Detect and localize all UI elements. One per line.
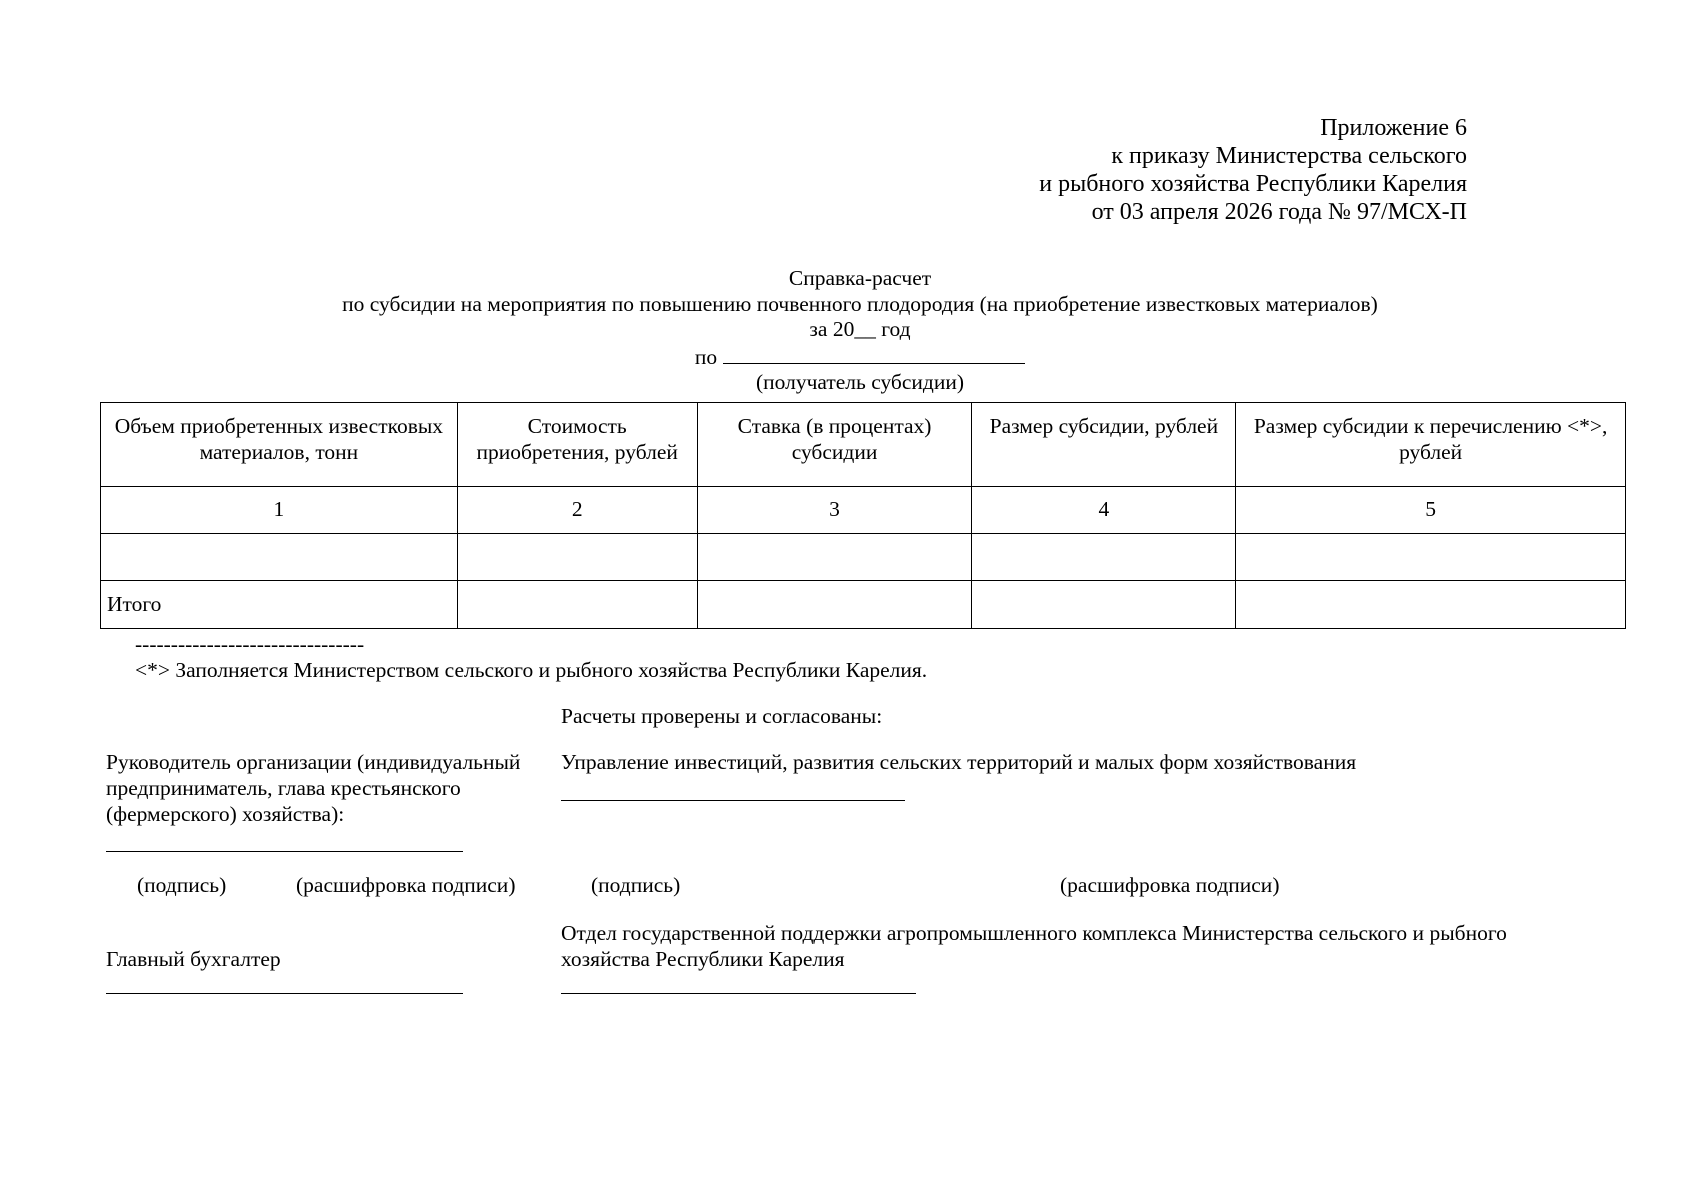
chief-accountant-signature-line: [106, 993, 463, 994]
table-header-cell: Размер субсидии, рублей: [972, 403, 1236, 487]
table-data-row: [101, 534, 1626, 581]
signature-decode-caption-left: (расшифровка подписи): [296, 873, 516, 897]
department-investments-signature-line: [561, 800, 905, 801]
appendix-date-line: от 03 апреля 2026 года № 97/МСХ-П: [1091, 199, 1467, 225]
calculation-table: [100, 402, 1626, 629]
document-title: Справка-расчет: [788, 266, 932, 290]
head-of-organization-label: Руководитель организации (индивидуальный предприниматель, глава крестьянского (фермерского) хозяйства):: [106, 750, 521, 826]
column-number-cell: 5: [1236, 487, 1626, 534]
recipient-caption: (получатель субсидии): [755, 370, 965, 394]
recipient-prefix: по: [694, 344, 718, 369]
recipient-blank-line: [723, 343, 1025, 364]
table-total-row: [101, 581, 1626, 629]
table-cell: [972, 534, 1236, 581]
appendix-order-line: к приказу Министерства сельского: [1111, 143, 1467, 169]
table-cell: [1236, 581, 1626, 629]
department-state-support-signature-line: [561, 993, 916, 994]
table-header-cell: Объем приобретенных известковых материалов, тонн: [101, 403, 458, 487]
table-cell: [972, 581, 1236, 629]
head-signature-line: [106, 851, 463, 852]
table-cell: [697, 534, 972, 581]
chief-accountant-label: Главный бухгалтер: [106, 947, 281, 971]
signature-decode-caption-right: (расшифровка подписи): [1060, 873, 1280, 897]
document-subject: по субсидии на мероприятия по повышению почвенного плодородия (на приобретение известковых материалов): [342, 291, 1378, 316]
appendix-reference: [1039, 114, 1467, 226]
table-cell: [457, 581, 697, 629]
footnote: [135, 631, 927, 683]
signature-caption-right: (подпись): [591, 873, 681, 897]
footnote-separator: --------------------------------: [135, 632, 365, 656]
document-period: за 20__ год: [809, 317, 911, 341]
appendix-number: Приложение 6: [1320, 115, 1467, 141]
checked-title: Расчеты проверены и согласованы:: [561, 704, 883, 728]
table-header-cell: Стоимость приобретения, рублей: [457, 403, 697, 487]
table-column-number-row: [101, 487, 1626, 534]
document-title-block: [0, 266, 1697, 396]
department-investments: Управление инвестиций, развития сельских территорий и малых форм хозяйствования: [561, 750, 1357, 774]
column-number-cell: 2: [457, 487, 697, 534]
column-number-cell: 3: [697, 487, 972, 534]
signature-caption-left: (подпись): [137, 873, 227, 897]
total-label: Итого: [101, 581, 458, 629]
table-cell: [101, 534, 458, 581]
table-header-row: [101, 403, 1626, 487]
table-header-cell: Размер субсидии к перечислению <*>, рублей: [1236, 403, 1626, 487]
appendix-ministry-line: и рыбного хозяйства Республики Карелия: [1039, 171, 1467, 197]
table-cell: [1236, 534, 1626, 581]
column-number-cell: 1: [101, 487, 458, 534]
column-number-cell: 4: [972, 487, 1236, 534]
table-cell: [457, 534, 697, 581]
table-header-cell: Ставка (в процентах) субсидии: [697, 403, 972, 487]
table-cell: [697, 581, 972, 629]
footnote-text: <*> Заполняется Министерством сельского и рыбного хозяйства Республики Карелия.: [135, 658, 928, 682]
department-state-support: Отдел государственной поддержки агропромышленного комплекса Министерства сельского и рыбного хозяйства Республики Карелия: [561, 921, 1507, 971]
recipient-row: [0, 343, 1697, 371]
